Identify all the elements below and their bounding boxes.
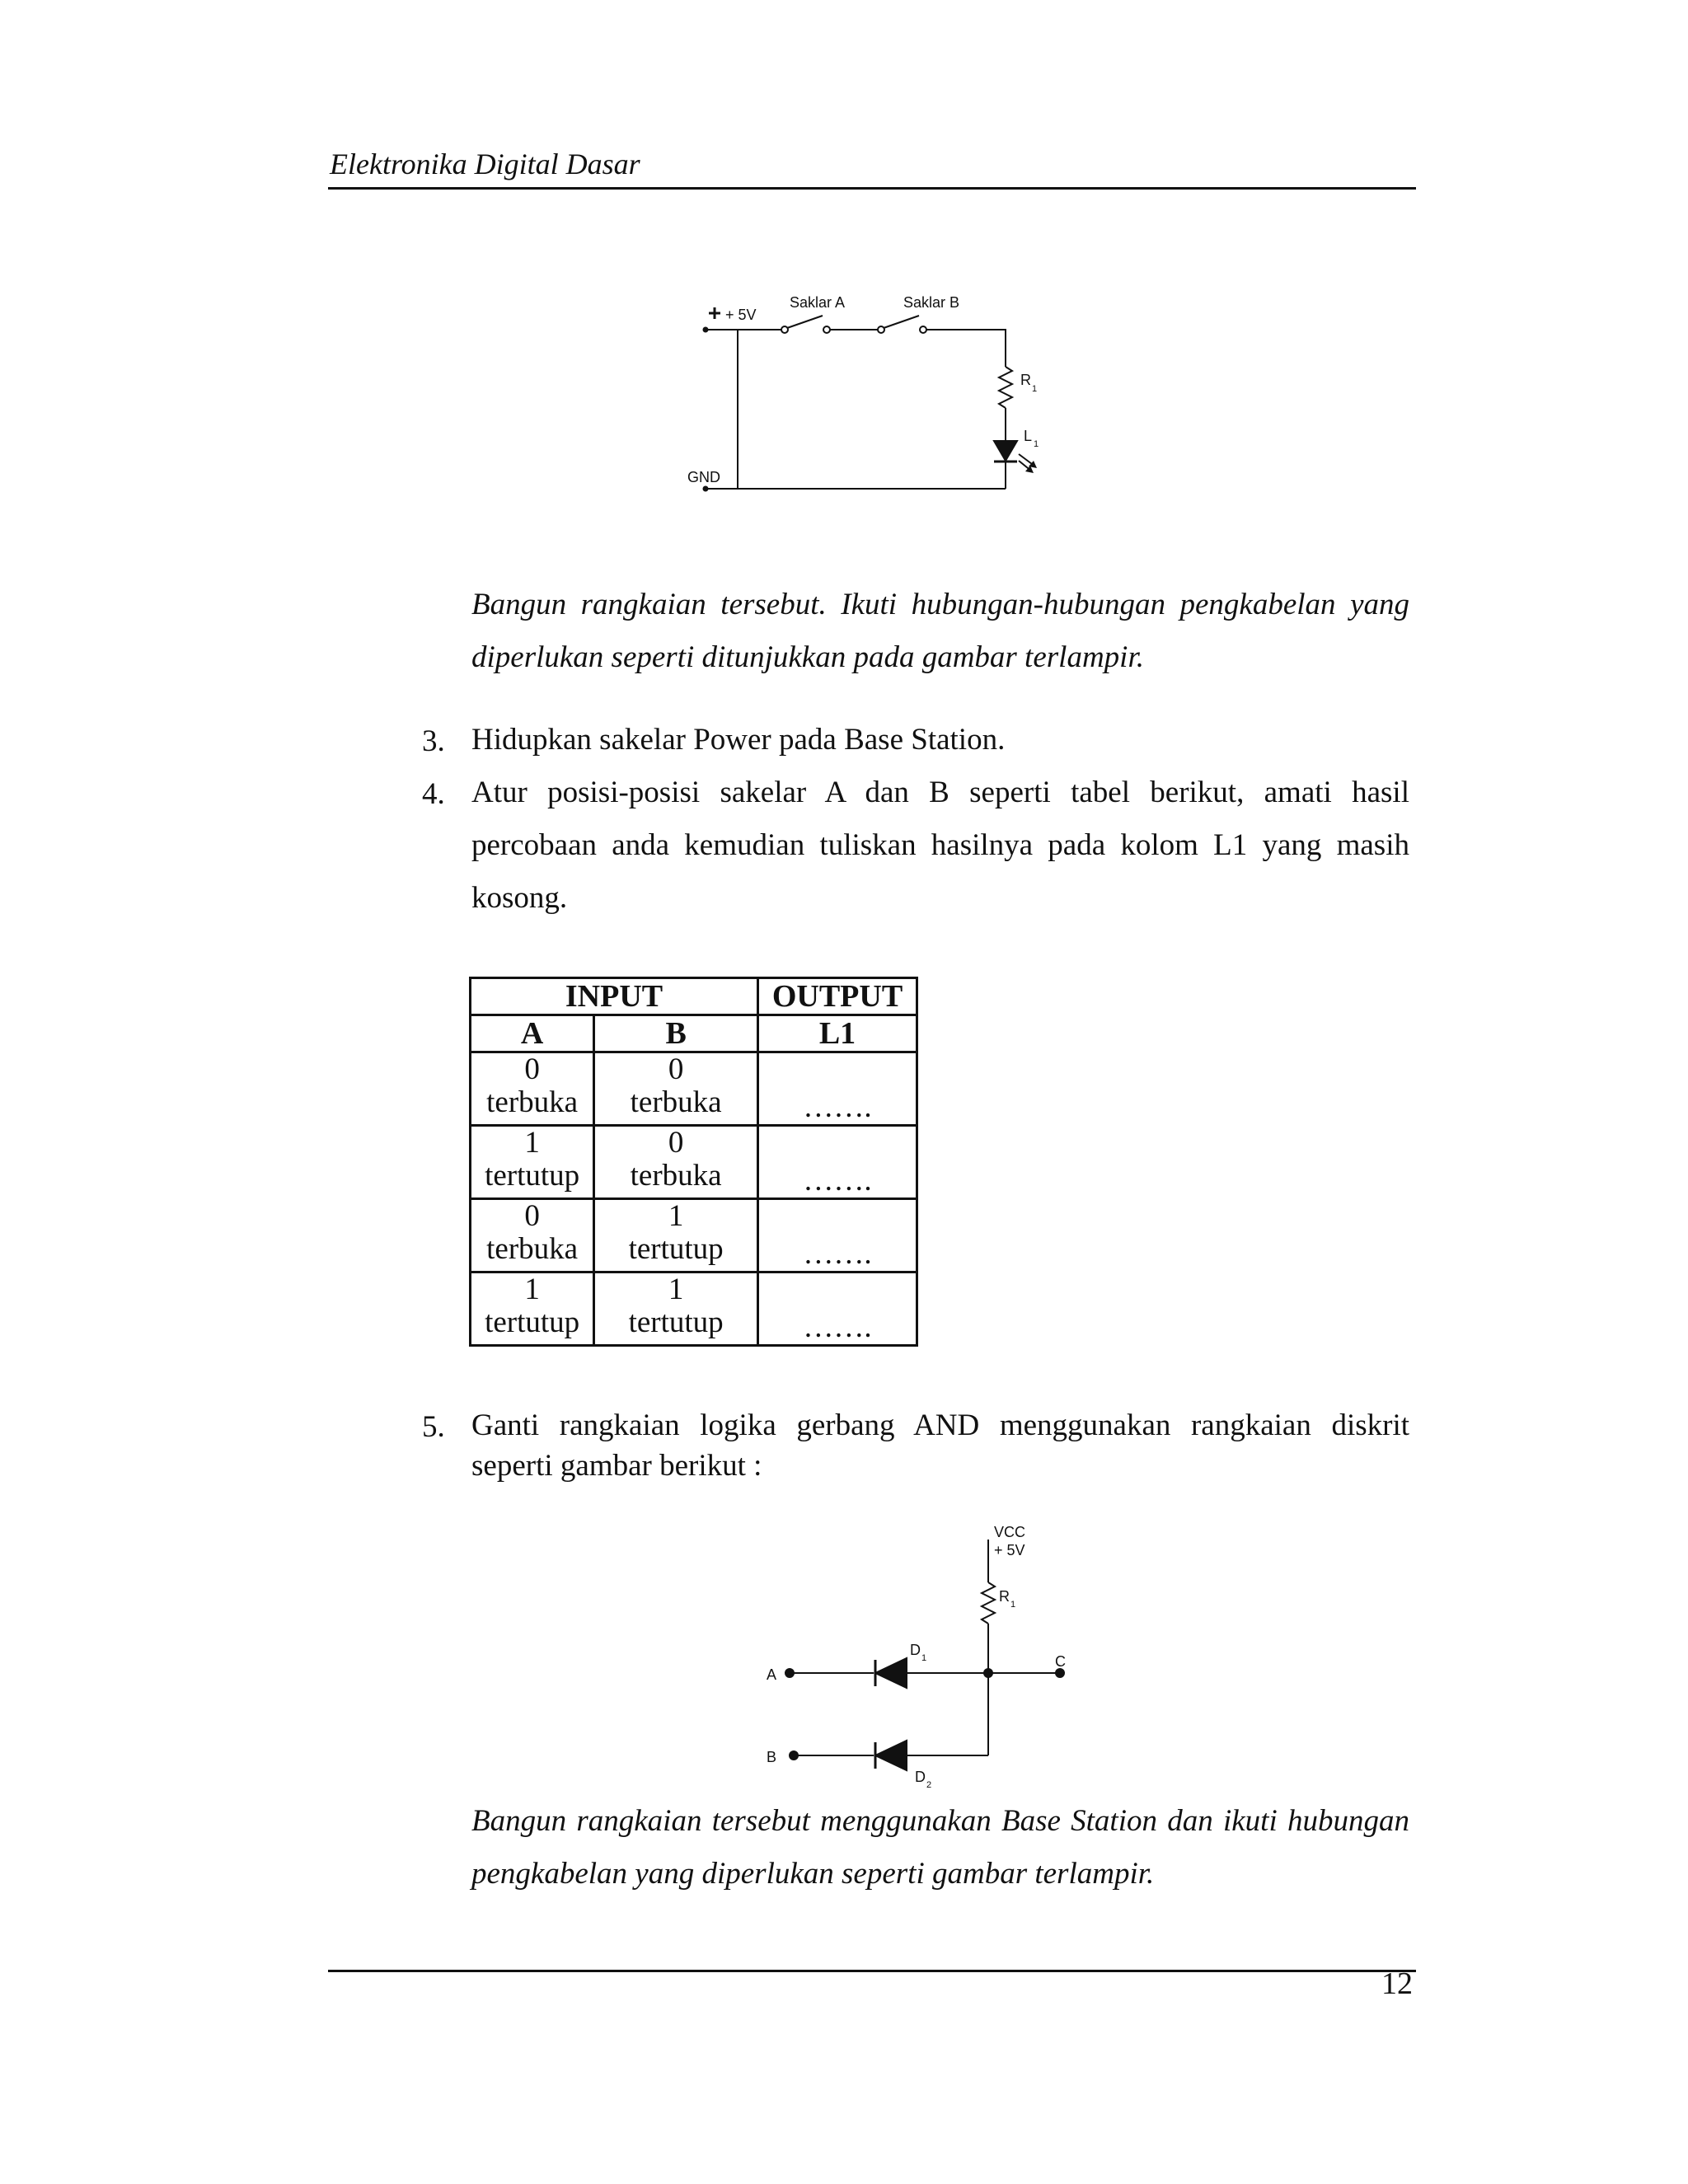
header-rule <box>328 187 1416 190</box>
vcc-label: VCC <box>994 1524 1026 1540</box>
cell-l1: ……. <box>758 1199 917 1272</box>
table-row <box>471 1272 917 1346</box>
cell-b-state: terbuka <box>630 1159 722 1193</box>
led-l1-label: L <box>1024 428 1033 444</box>
step-4-line2: percobaan anda kemudian tuliskan hasilnya pada kolom L1 yang masih <box>471 828 1409 862</box>
step-5-line1: Ganti rangkaian logika gerbang AND menggunakan rangkaian diskrit <box>471 1408 1409 1442</box>
series-switch-circuit-diagram <box>676 284 1088 507</box>
cell-a <box>471 1199 594 1272</box>
vcc-value-label: + 5V <box>994 1542 1025 1558</box>
table-row <box>471 1126 917 1199</box>
diode-d2-sub: 2 <box>926 1780 932 1788</box>
step-4-line3: kosong. <box>471 881 568 915</box>
table-header-row <box>471 978 917 1015</box>
cell-l1: ……. <box>758 1272 917 1346</box>
table-row <box>471 1052 917 1126</box>
cell-a <box>471 1052 594 1126</box>
truth-table <box>469 977 918 1347</box>
header-col-b: B <box>594 1015 758 1052</box>
output-c-label: C <box>1055 1653 1066 1670</box>
cell-a-value: 0 <box>524 1199 540 1233</box>
diode-d1-icon <box>875 1658 907 1688</box>
running-header: Elektronika Digital Dasar <box>330 148 640 180</box>
diode-d1-sub: 1 <box>921 1653 927 1663</box>
cell-a-value: 1 <box>524 1272 540 1306</box>
cell-b-state: terbuka <box>630 1085 722 1119</box>
led-l1-sub: 1 <box>1034 439 1039 449</box>
ground-label: GND <box>687 469 720 485</box>
resistor-r1-label: R <box>1020 372 1031 388</box>
cell-a-state: tertutup <box>485 1159 580 1193</box>
junction-node <box>983 1668 993 1678</box>
led-l1-icon <box>994 441 1037 473</box>
cell-l1: ……. <box>758 1052 917 1126</box>
cell-b <box>594 1052 758 1126</box>
step-3-number: 3. <box>422 724 445 758</box>
diode-d2-icon <box>875 1741 907 1770</box>
cell-b-value: 1 <box>668 1199 684 1233</box>
cell-b-value: 0 <box>668 1052 684 1086</box>
cell-a-state: tertutup <box>485 1305 580 1339</box>
cell-b-state: tertutup <box>628 1305 724 1339</box>
step-4-number: 4. <box>422 777 445 811</box>
step-3-text: Hidupkan sakelar Power pada Base Station. <box>471 723 1006 757</box>
cell-b <box>594 1199 758 1272</box>
step-5-line2: seperti gambar berikut : <box>471 1449 762 1483</box>
header-col-l1: L1 <box>758 1015 917 1052</box>
resistor-r1-sub: 1 <box>1032 384 1038 394</box>
switch-b-label: Saklar B <box>903 294 960 311</box>
circuit1-caption: Bangun rangkaian tersebut. Ikuti hubungan-hubungan pengkabelan yang diperlukan seperti ditunjukkan pada gambar terlampir. <box>471 588 1409 674</box>
cell-b <box>594 1272 758 1346</box>
diode-d1-label: D <box>910 1642 921 1658</box>
step-4-line1: Atur posisi-posisi sakelar A dan B seperti tabel berikut, amati hasil <box>471 776 1409 809</box>
cell-a-state: terbuka <box>486 1085 579 1119</box>
step-5-number: 5. <box>422 1410 445 1444</box>
cell-l1: ……. <box>758 1126 917 1199</box>
input-b-label: B <box>767 1749 777 1765</box>
input-a-label: A <box>767 1666 777 1683</box>
diode-and-gate-circuit-diagram <box>742 1516 1104 1788</box>
cell-a-value: 0 <box>524 1052 540 1086</box>
cell-b-value: 0 <box>668 1126 684 1160</box>
switch-a-icon <box>781 316 830 333</box>
switch-a-label: Saklar A <box>790 294 846 311</box>
supply-label: + 5V <box>725 307 757 323</box>
cell-a-state: terbuka <box>486 1232 579 1266</box>
header-input: INPUT <box>471 978 758 1015</box>
table-row <box>471 1199 917 1272</box>
header-col-a: A <box>471 1015 594 1052</box>
resistor-r1-sub: 1 <box>1010 1600 1016 1610</box>
cell-b-state: tertutup <box>628 1232 724 1266</box>
supply-plus-icon <box>709 307 720 319</box>
cell-b-value: 1 <box>668 1272 684 1306</box>
footer-rule <box>328 1970 1416 1972</box>
diode-d2-label: D <box>915 1769 926 1785</box>
resistor-r1-icon <box>982 1582 995 1624</box>
page-number: 12 <box>1381 1966 1413 2001</box>
switch-b-icon <box>878 316 926 333</box>
circuit2-caption: Bangun rangkaian tersebut menggunakan Base Station dan ikuti hubungan pengkabelan yang diperlukan seperti gambar terlampir. <box>471 1804 1409 1891</box>
ground-terminal <box>703 486 709 492</box>
resistor-r1-icon <box>999 367 1012 408</box>
resistor-r1-label: R <box>999 1588 1010 1605</box>
cell-a-value: 1 <box>524 1126 540 1160</box>
cell-a <box>471 1272 594 1346</box>
table-subheader-row <box>471 1015 917 1052</box>
cell-a <box>471 1126 594 1199</box>
cell-b <box>594 1126 758 1199</box>
header-output: OUTPUT <box>758 978 917 1015</box>
